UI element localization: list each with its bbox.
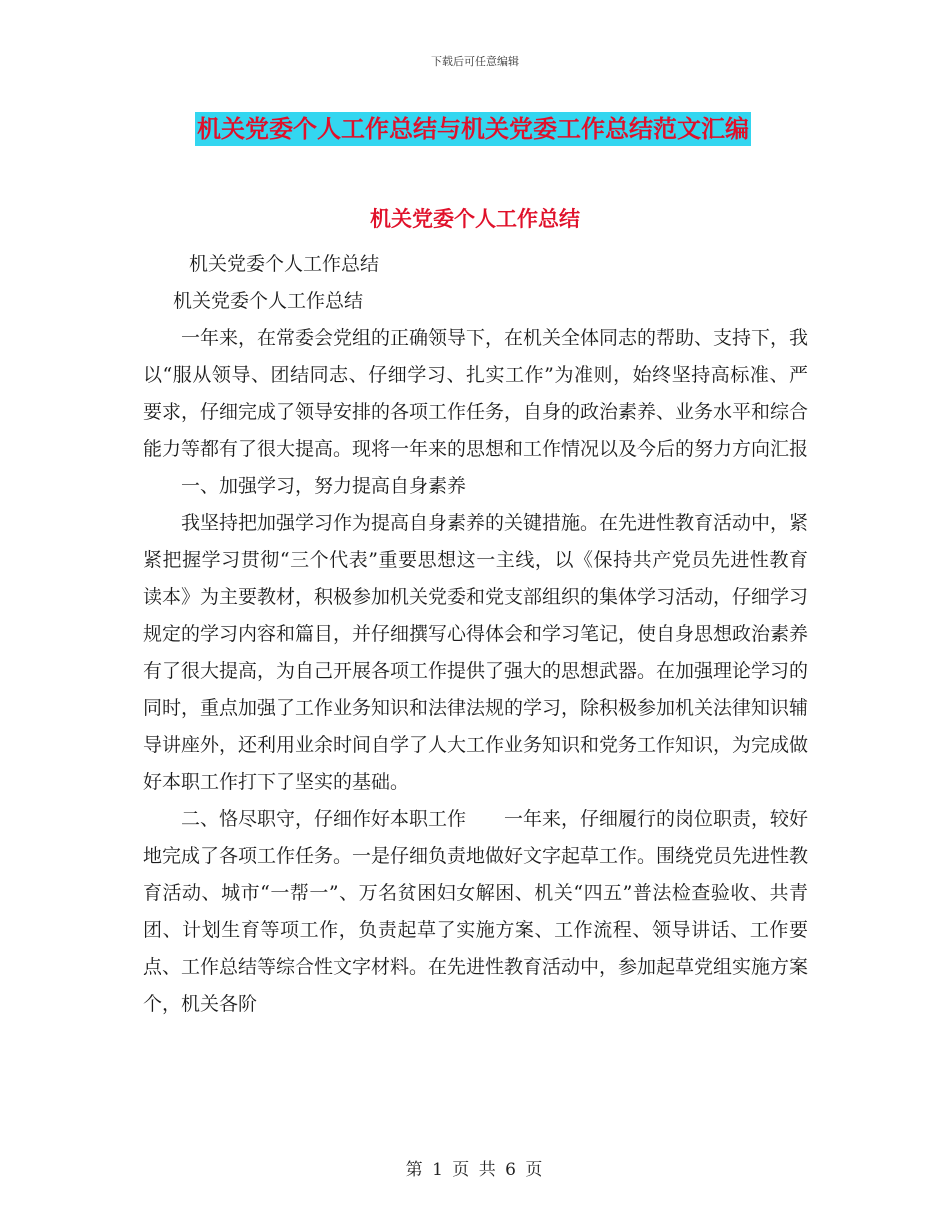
paragraph-subtitle-1: 机关党委个人工作总结 bbox=[189, 253, 380, 275]
document-title: 机关党委个人工作总结与机关党委工作总结范文汇编 bbox=[195, 112, 751, 146]
document-body bbox=[143, 246, 808, 1023]
page-number: 第 1 页 共 6 页 bbox=[405, 1160, 545, 1180]
header-note: 下载后可任意编辑 bbox=[431, 55, 519, 68]
paragraph-study: 我坚持把加强学习作为提高自身素养的关键措施。在先进性教育活动中，紧紧把握学习贯彻“三个代表”重要思想这一主线，以《保持共产党员先进性教育读本》为主要教材，积极参加机关党委和党支部组织的集体学习活动，仔细学习规定的学习内容和篇目，并仔细撰写心得体会和学习笔记，使自身思想政治素养有了很大提高，为自己开展各项工作提供了强大的思想武器。在加强理论学习的同时，重点加强了工作业务知识和法律法规的学习，除积极参加机关法律知识辅导讲座外，还利用业余时间自学了人大工作业务知识和党务工作知识，为完成做好本职工作打下了坚实的基础。 bbox=[143, 512, 809, 793]
paragraph-intro: 一年来，在常委会党组的正确领导下，在机关全体同志的帮助、支持下，我以“服从领导、团结同志、仔细学习、扎实工作”为准则，始终坚持高标准、严要求，仔细完成了领导安排的各项工作任务，自身的政治素养、业务水平和综合能力等都有了很大提高。现将一年来的思想和工作情况以及今后的努力方向汇报 bbox=[143, 327, 809, 460]
paragraph-subtitle-2: 机关党委个人工作总结 bbox=[173, 290, 364, 312]
paragraph-heading-1: 一、加强学习，努力提高自身素养 bbox=[181, 475, 467, 497]
paragraph-duties: 二、恪尽职守，仔细作好本职工作 一年来，仔细履行的岗位职责，较好地完成了各项工作任务。一是仔细负责地做好文字起草工作。围绕党员先进性教育活动、城市“一帮一”、万名贫困妇女解困、机关“四五”普法检查验收、共青团、计划生育等项工作，负责起草了实施方案、工作流程、领导讲话、工作要点、工作总结等综合性文字材料。在先进性教育活动中，参加起草党组实施方案个，机关各阶 bbox=[143, 808, 809, 1015]
section-title: 机关党委个人工作总结 bbox=[370, 207, 580, 231]
